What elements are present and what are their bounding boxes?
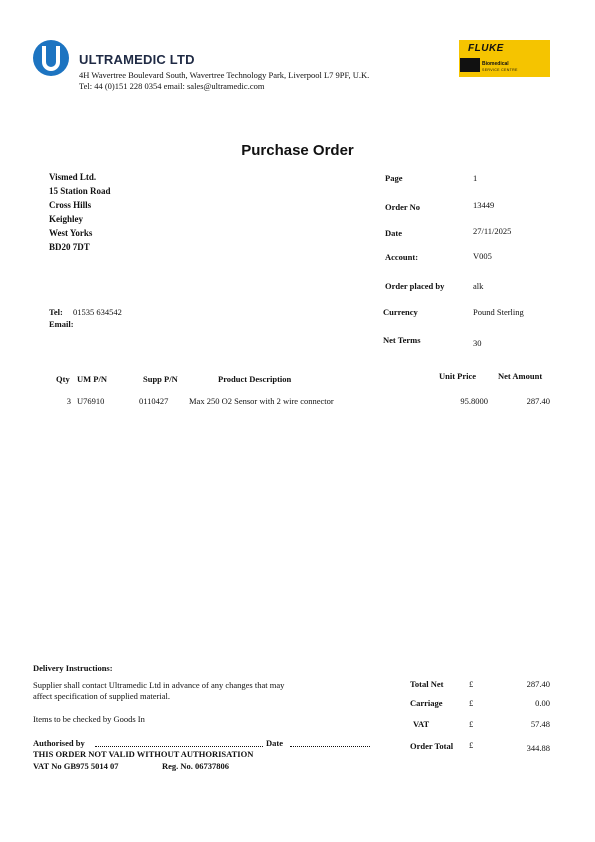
row-supp-pn: 0110427 xyxy=(139,396,169,406)
authorised-by-label: Authorised by xyxy=(33,738,85,748)
net-terms-label: Net Terms xyxy=(383,335,421,345)
authorised-date-line xyxy=(290,746,370,747)
col-header-net-amount: Net Amount xyxy=(498,371,543,381)
currency-symbol: £ xyxy=(469,698,474,708)
goods-in-note: Items to be checked by Goods In xyxy=(33,714,145,724)
page-value: 1 xyxy=(473,173,478,183)
order-total-value: 344.88 xyxy=(526,743,550,753)
row-description: Max 250 O2 Sensor with 2 wire connector xyxy=(189,396,334,406)
col-header-qty: Qty xyxy=(56,374,70,384)
total-net-label: Total Net xyxy=(410,679,444,689)
vat-number: VAT No GB975 5014 07 xyxy=(33,761,119,771)
supplier-tel-value: 01535 634542 xyxy=(73,307,122,317)
supplier-address-line: Keighley xyxy=(49,214,83,224)
order-no-value: 13449 xyxy=(473,200,495,210)
carriage-value: 0.00 xyxy=(535,698,550,708)
partner-logo-sub1: Biomedical xyxy=(482,61,509,67)
partner-logo-bar xyxy=(460,58,480,72)
date-label: Date xyxy=(385,228,402,238)
page-label: Page xyxy=(385,173,403,183)
placed-by-label: Order placed by xyxy=(385,281,445,291)
col-header-unit-price: Unit Price xyxy=(439,371,477,381)
supplier-address-line: Cross Hills xyxy=(49,200,92,210)
company-contact: Tel: 44 (0)151 228 0354 email: sales@ultramedic.com xyxy=(79,81,265,91)
account-value: V005 xyxy=(473,251,492,261)
not-valid-notice: THIS ORDER NOT VALID WITHOUT AUTHORISATION xyxy=(33,749,254,759)
total-net-value: 287.40 xyxy=(526,679,550,689)
col-header-supp-pn: Supp P/N xyxy=(143,374,178,384)
supplier-address-line: West Yorks xyxy=(49,228,93,238)
date-value: 27/11/2025 xyxy=(473,226,512,236)
partner-logo-sub2: SERVICE CENTRE xyxy=(482,68,518,72)
authorised-date-label: Date xyxy=(266,738,283,748)
placed-by-value: alk xyxy=(473,281,484,291)
page-title: Purchase Order xyxy=(241,142,354,159)
account-label: Account: xyxy=(385,252,419,262)
order-total-label: Order Total xyxy=(410,741,454,751)
currency-symbol: £ xyxy=(469,719,474,729)
carriage-label: Carriage xyxy=(410,698,443,708)
currency-symbol: £ xyxy=(469,740,474,750)
partner-logo-brand: FLUKE xyxy=(468,43,504,54)
supplier-postcode: BD20 7DT xyxy=(49,242,90,252)
company-logo-mark xyxy=(42,46,60,72)
row-qty: 3 xyxy=(66,396,71,406)
col-header-um-pn: UM P/N xyxy=(77,374,107,384)
supplier-name: Vismed Ltd. xyxy=(49,172,97,182)
order-no-label: Order No xyxy=(385,202,421,212)
supplier-address-line: 15 Station Road xyxy=(49,186,111,196)
row-um-pn: U76910 xyxy=(77,396,105,406)
authorised-by-line xyxy=(95,746,263,747)
company-name: ULTRAMEDIC LTD xyxy=(79,52,195,67)
supplier-notice-line: Supplier shall contact Ultramedic Ltd in advance of any changes that may xyxy=(33,680,285,690)
delivery-instructions-label: Delivery Instructions: xyxy=(33,663,113,673)
registration-number: Reg. No. 06737806 xyxy=(162,761,230,771)
currency-label: Currency xyxy=(383,307,418,317)
company-address: 4H Wavertree Boulevard South, Wavertree Technology Park, Liverpool L7 9PF, U.K. xyxy=(79,70,370,80)
currency-symbol: £ xyxy=(469,679,474,689)
row-unit-price: 95.8000 xyxy=(460,396,488,406)
supplier-tel-label: Tel: xyxy=(49,307,63,317)
vat-value: 57.48 xyxy=(530,719,550,729)
vat-label: VAT xyxy=(413,719,430,729)
supplier-email-label: Email: xyxy=(49,319,74,329)
currency-value: Pound Sterling xyxy=(473,307,524,317)
col-header-description: Product Description xyxy=(218,374,292,384)
row-net-amount: 287.40 xyxy=(526,396,550,406)
net-terms-value: 30 xyxy=(473,338,482,348)
supplier-notice-line: affect specification of supplied material. xyxy=(33,691,170,701)
